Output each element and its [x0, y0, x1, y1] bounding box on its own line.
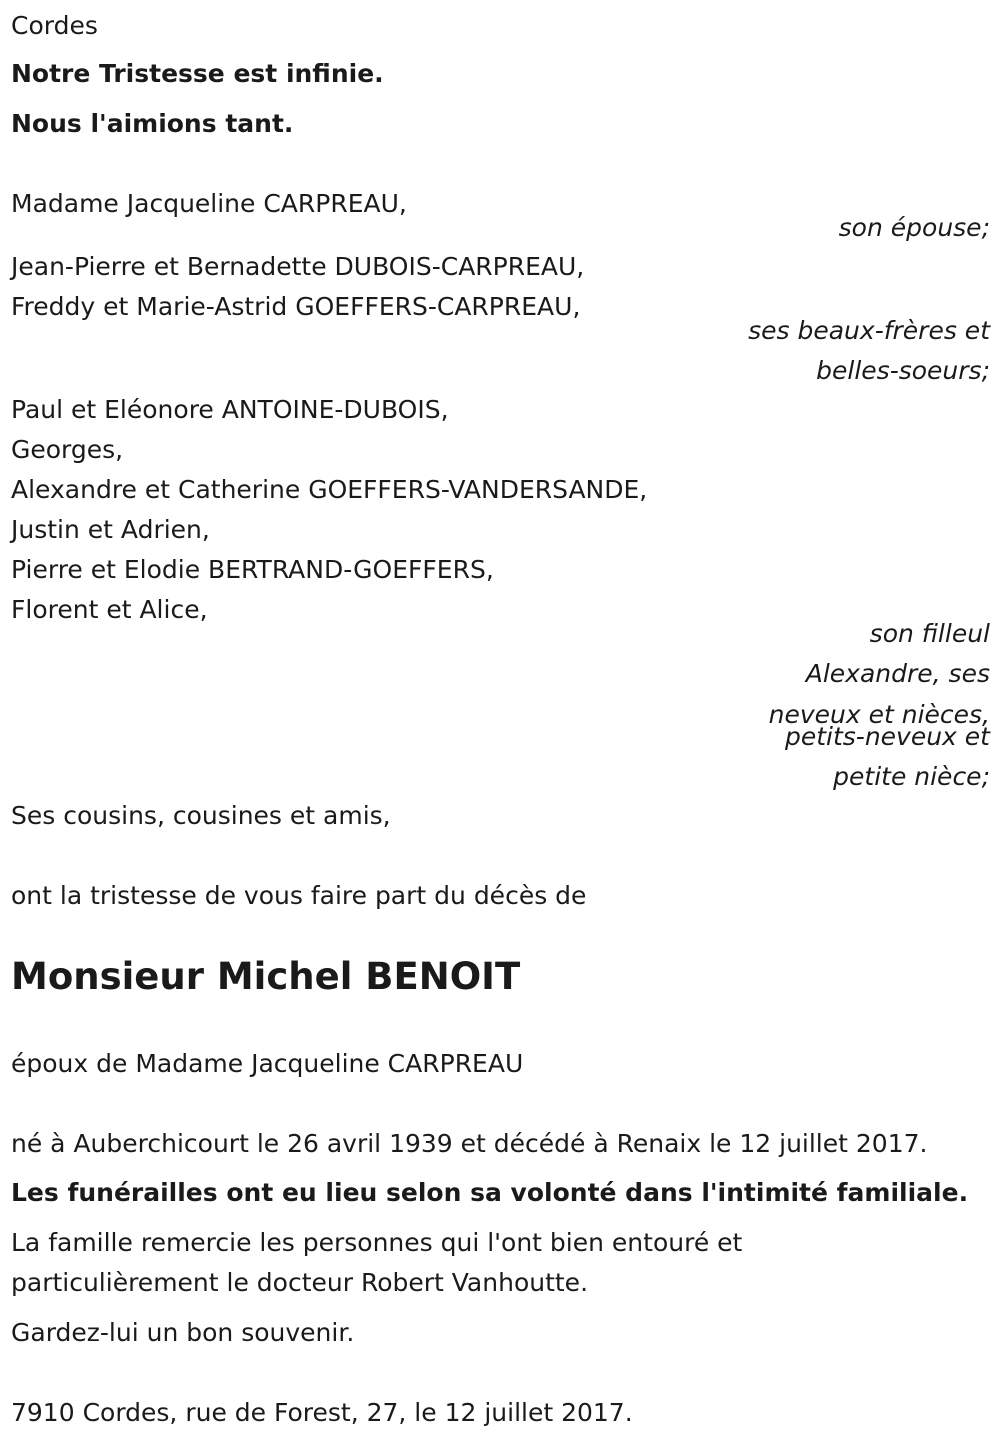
deceased-name: Monsieur Michel BENOIT: [11, 955, 521, 998]
funeral-line: Les funérailles ont eu lieu selon sa volonté dans l'intimité familiale.: [11, 1178, 969, 1207]
spouse-role: son épouse;: [838, 213, 990, 242]
motto-line-1: Notre Tristesse est infinie.: [11, 59, 384, 88]
nephew-line: Georges,: [11, 435, 124, 464]
nephew-line: Pierre et Elodie BERTRAND-GOEFFERS,: [11, 555, 494, 584]
nephews-role-line: Alexandre, ses: [805, 659, 990, 688]
thanks-line-1: La famille remercie les personnes qui l'ont bien entouré et: [11, 1228, 743, 1257]
nephew-line: Alexandre et Catherine GOEFFERS-VANDERSANDE,: [11, 475, 648, 504]
nephews-role-line: son filleul: [869, 619, 990, 648]
memory-line: Gardez-lui un bon souvenir.: [11, 1318, 355, 1347]
inlaws-role-line-1: ses beaux-frères et: [748, 316, 990, 345]
thanks-line-2: particulièrement le docteur Robert Vanhoutte.: [11, 1268, 589, 1297]
spouse-name: Madame Jacqueline CARPREAU,: [11, 189, 407, 218]
birth-death-line: né à Auberchicourt le 26 avril 1939 et décédé à Renaix le 12 juillet 2017.: [11, 1129, 928, 1158]
nephews-role-line: neveux et nièces,: [768, 700, 990, 729]
nephews-role-line: petits-neveux et: [784, 722, 990, 751]
place-header: Cordes: [11, 11, 98, 40]
inlaws-role-line-2: belles-soeurs;: [816, 356, 990, 385]
nephew-line: Justin et Adrien,: [11, 515, 210, 544]
spouse-of-line: époux de Madame Jacqueline CARPREAU: [11, 1049, 524, 1078]
address-line: 7910 Cordes, rue de Forest, 27, le 12 juillet 2017.: [11, 1398, 633, 1427]
nephew-line: Florent et Alice,: [11, 595, 208, 624]
cousins-line: Ses cousins, cousines et amis,: [11, 801, 391, 830]
inlaw-line: Freddy et Marie-Astrid GOEFFERS-CARPREAU,: [11, 292, 581, 321]
motto-line-2: Nous l'aimions tant.: [11, 109, 294, 138]
nephew-line: Paul et Eléonore ANTOINE-DUBOIS,: [11, 395, 449, 424]
inlaw-line: Jean-Pierre et Bernadette DUBOIS-CARPREAU,: [11, 252, 585, 281]
nephews-role-line: petite nièce;: [833, 762, 990, 791]
announcement-intro: ont la tristesse de vous faire part du décès de: [11, 881, 587, 910]
